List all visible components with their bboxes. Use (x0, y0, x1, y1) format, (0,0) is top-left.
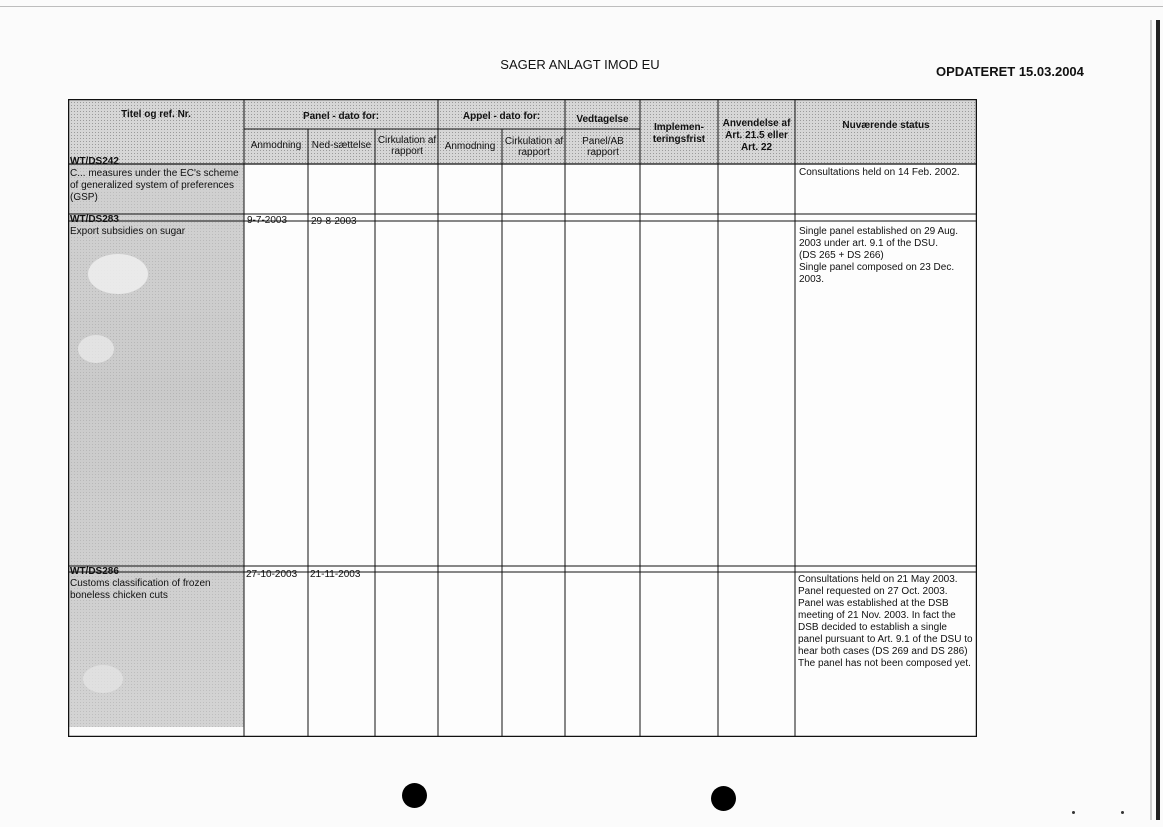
case-title-cell (70, 214, 242, 238)
subheader-appeal-request: Anmodning (444, 141, 496, 152)
case-id: WT/DS286 (70, 566, 119, 577)
case-status-cell (798, 574, 974, 670)
subheader-appeal-circulation: Cirkulation af rapport (504, 136, 564, 158)
scan-right-edge (1156, 20, 1160, 820)
header-implementation: Implemen-teringsfrist (652, 122, 706, 145)
subheader-panel-request: Anmodning (250, 140, 302, 151)
punch-hole-left (402, 783, 427, 808)
panel-request-date: 9-7-2003 (247, 215, 288, 226)
subheader-adoption-report: Panel/AB rapport (582, 136, 624, 158)
status-line: Consultations held on 21 May 2003. (798, 574, 958, 585)
punch-hole-right (711, 786, 736, 811)
scan-right-shadow (1150, 20, 1152, 820)
header-art-21-5: Anvendelse af Art. 21.5 eller Art. 22 (722, 118, 791, 153)
status-line: Single panel composed on 23 Dec. 2003. (799, 262, 955, 285)
cases-table (68, 99, 977, 737)
header-adoption-group: Vedtagelse (576, 114, 629, 125)
panel-establish-date: 29-8-2003 (311, 216, 357, 227)
scan-speck (1121, 811, 1124, 814)
status-line: Single panel established on 29 Aug. 2003 under art. 9.1 of the DSU. (799, 226, 959, 249)
header-panel-group: Panel - dato for: (302, 111, 380, 122)
panel-establish-date: 21-11-2003 (310, 569, 361, 580)
header-current-status: Nuværende status (842, 120, 930, 131)
status-line: Panel was established at the DSB meeting of 21 Nov. 2003. In fact the DSB decided to establish a single panel pursuant to Art. 9.1 of the DSU to hear both cases (DS 269 and DS 286) (798, 598, 973, 657)
subheader-panel-establish: Ned-sættelse (311, 140, 372, 151)
case-description: Customs classification of frozen boneless chicken cuts (70, 578, 211, 601)
case-status-cell (799, 167, 975, 179)
status-line: Panel requested on 27 Oct. 2003. (798, 586, 948, 597)
case-title-cell (70, 156, 242, 204)
status-line: (DS 265 + DS 266) (799, 250, 884, 261)
header-appeal-group: Appel - dato for: (462, 111, 541, 122)
case-description: Export subsidies on sugar (70, 226, 186, 237)
case-id: WT/DS242 (70, 156, 119, 167)
case-status-cell (799, 226, 975, 286)
case-description: C... measures under the EC's scheme of generalized system of preferences (GSP) (70, 168, 239, 203)
case-id: WT/DS283 (70, 214, 119, 225)
panel-request-date: 27-10-2003 (246, 569, 298, 580)
status-line: The panel has not been composed yet. (798, 658, 971, 669)
header-title-ref: Titel og ref. Nr. (121, 109, 191, 120)
status-line: Consultations held on 14 Feb. 2002. (799, 167, 960, 178)
case-title-cell (70, 566, 242, 602)
scan-speck (1072, 811, 1075, 814)
scan-top-rule (0, 6, 1163, 7)
document-title: SAGER ANLAGT IMOD EU (500, 57, 660, 72)
subheader-panel-circulation: Cirkulation af rapport (377, 135, 437, 157)
document-updated-date: OPDATERET 15.03.2004 (936, 64, 1084, 79)
